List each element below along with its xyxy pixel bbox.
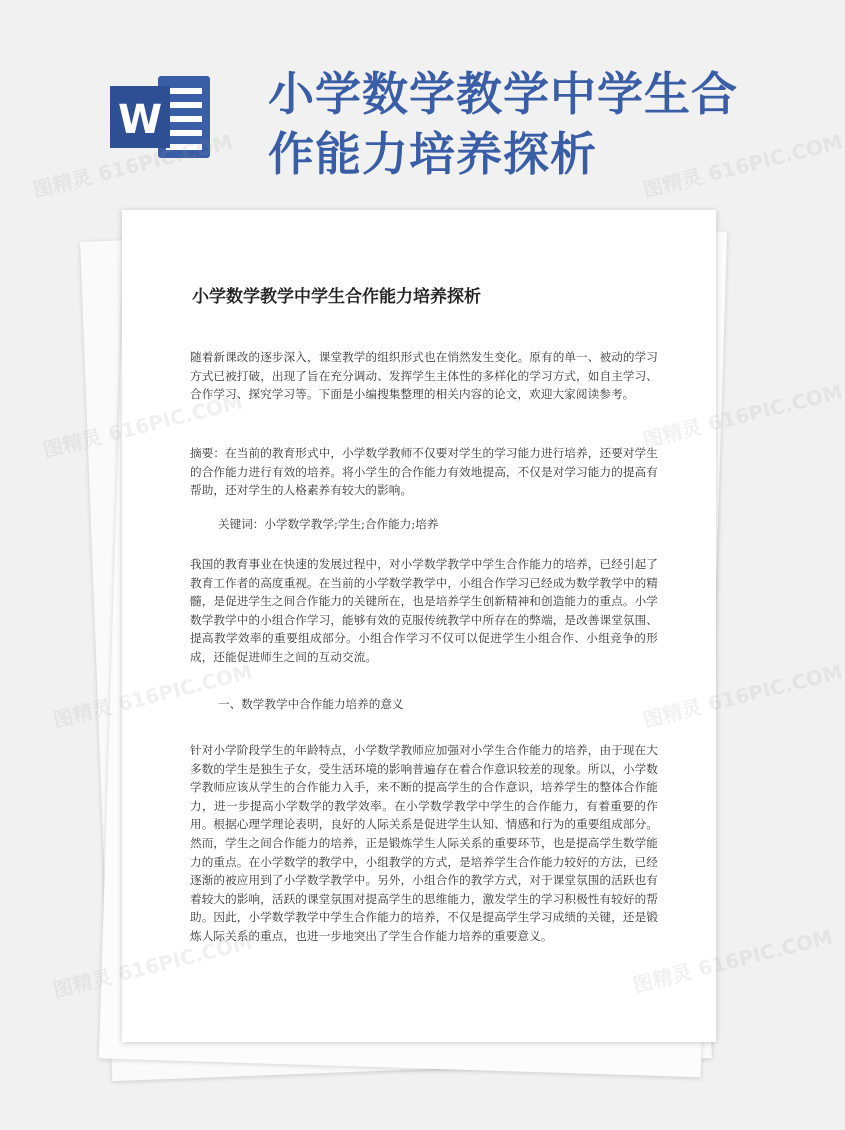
watermark: 图精灵 616PIC.COM: [640, 129, 845, 203]
banner-title-line-1: 小学数学教学中学生合: [268, 67, 738, 121]
watermark: 图精灵 616PIC.COM: [640, 379, 845, 453]
watermark: 图精灵: [50, 694, 115, 733]
document-title: 小学数学教学中学生合作能力培养探析: [192, 287, 481, 307]
word-document-icon: [108, 70, 212, 164]
watermark: 图精灵 616PIC.COM: [30, 129, 235, 203]
word-icon-letter: W: [117, 97, 163, 143]
keywords-line: 关键词：小学数学教学;学生;合作能力;培养: [218, 517, 439, 531]
intro-paragraph: 随着新课改的逐步深入，课堂教学的组织形式也在悄然发生变化。原有的单一、被动的学习方式已被打破，出现了旨在充分调动、发挥学生主体性的多样化的学习方式，如自主学习、合作学习、探究学习等。下面是小编搜集整理的相关内容的论文，欢迎大家阅读参考。: [190, 350, 658, 402]
watermark: 图精灵 616PIC.COM: [630, 924, 835, 998]
banner-title-line-2: 作能力培养探析: [268, 127, 597, 181]
body-paragraph-2: 针对小学阶段学生的年龄特点，小学数学教师应加强对小学生合作能力的培养，由于现在大多数的学生是独生子女，受生活环境的影响普遍存在着合作意识较差的现象。所以，小学数学教师应该从学生的合作能力入手，来不断的提高学生的合作意识，培养学生的整体合作能力，进一步提高小学数学的教学效率。在小学数学教学中学生的合作能力，有着重要的作用。根据心理学理论表明，良好的人际关系是促进学生认知、情感和行为的重要组成部分。然而，学生之间合作能力的培养，正是锻炼学生人际关系的重要环节，也是提高学生数学能力的重点。在小学数学的教学中，小组教学的方式，是培养学生合作能力较好的方法，已经逐渐的被应用到了小学数学教学中。另外，小组合作的教学方式，对于课堂氛围的活跃也有着较大的影响，活跃的课堂氛围对提高学生的思维能力，激发学生的学习积极性有较好的帮助。因此，小学数学教学中学生合作能力的培养，不仅是提高学生学习成绩的关键，还是锻炼人际关系的重点，也进一步地突出了学生合作能力培养的重要意义。: [190, 743, 658, 943]
watermark: 图精灵 616PIC.COM: [640, 659, 845, 733]
watermark: 图精灵: [50, 964, 115, 1003]
watermark: 图精灵: [40, 424, 105, 463]
body-paragraph-1: 我国的教育事业在快速的发展过程中，对小学数学教学中学生合作能力的培养，已经引起了教育工作者的高度重视。在当前的小学数学教学中，小组合作学习已经成为数学教学中的精髓，是促进学生之间合作能力的关键所在，也是培养学生创新精神和创造能力的重点。小学数学教学中的小组合作学习，能够有效的克服传统教学中所存在的弊端，是改善课堂氛围、提高教学效率的重要组成部分。小组合作学习不仅可以促进学生小组合作、小组竞争的形成，还能促进师生之间的互动交流。: [190, 557, 658, 664]
abstract-paragraph: 摘要：在当前的教育形式中，小学数学教师不仅要对学生的学习能力进行培养，还要对学生的合作能力进行有效的培养。将小学生的合作能力有效地提高，不仅是对学习能力的提高有帮助，还对学生的人格素养有较大的影响。: [190, 446, 658, 498]
section-heading-1: 一、数学教学中合作能力培养的意义: [218, 697, 404, 711]
document-page: [122, 210, 716, 1042]
